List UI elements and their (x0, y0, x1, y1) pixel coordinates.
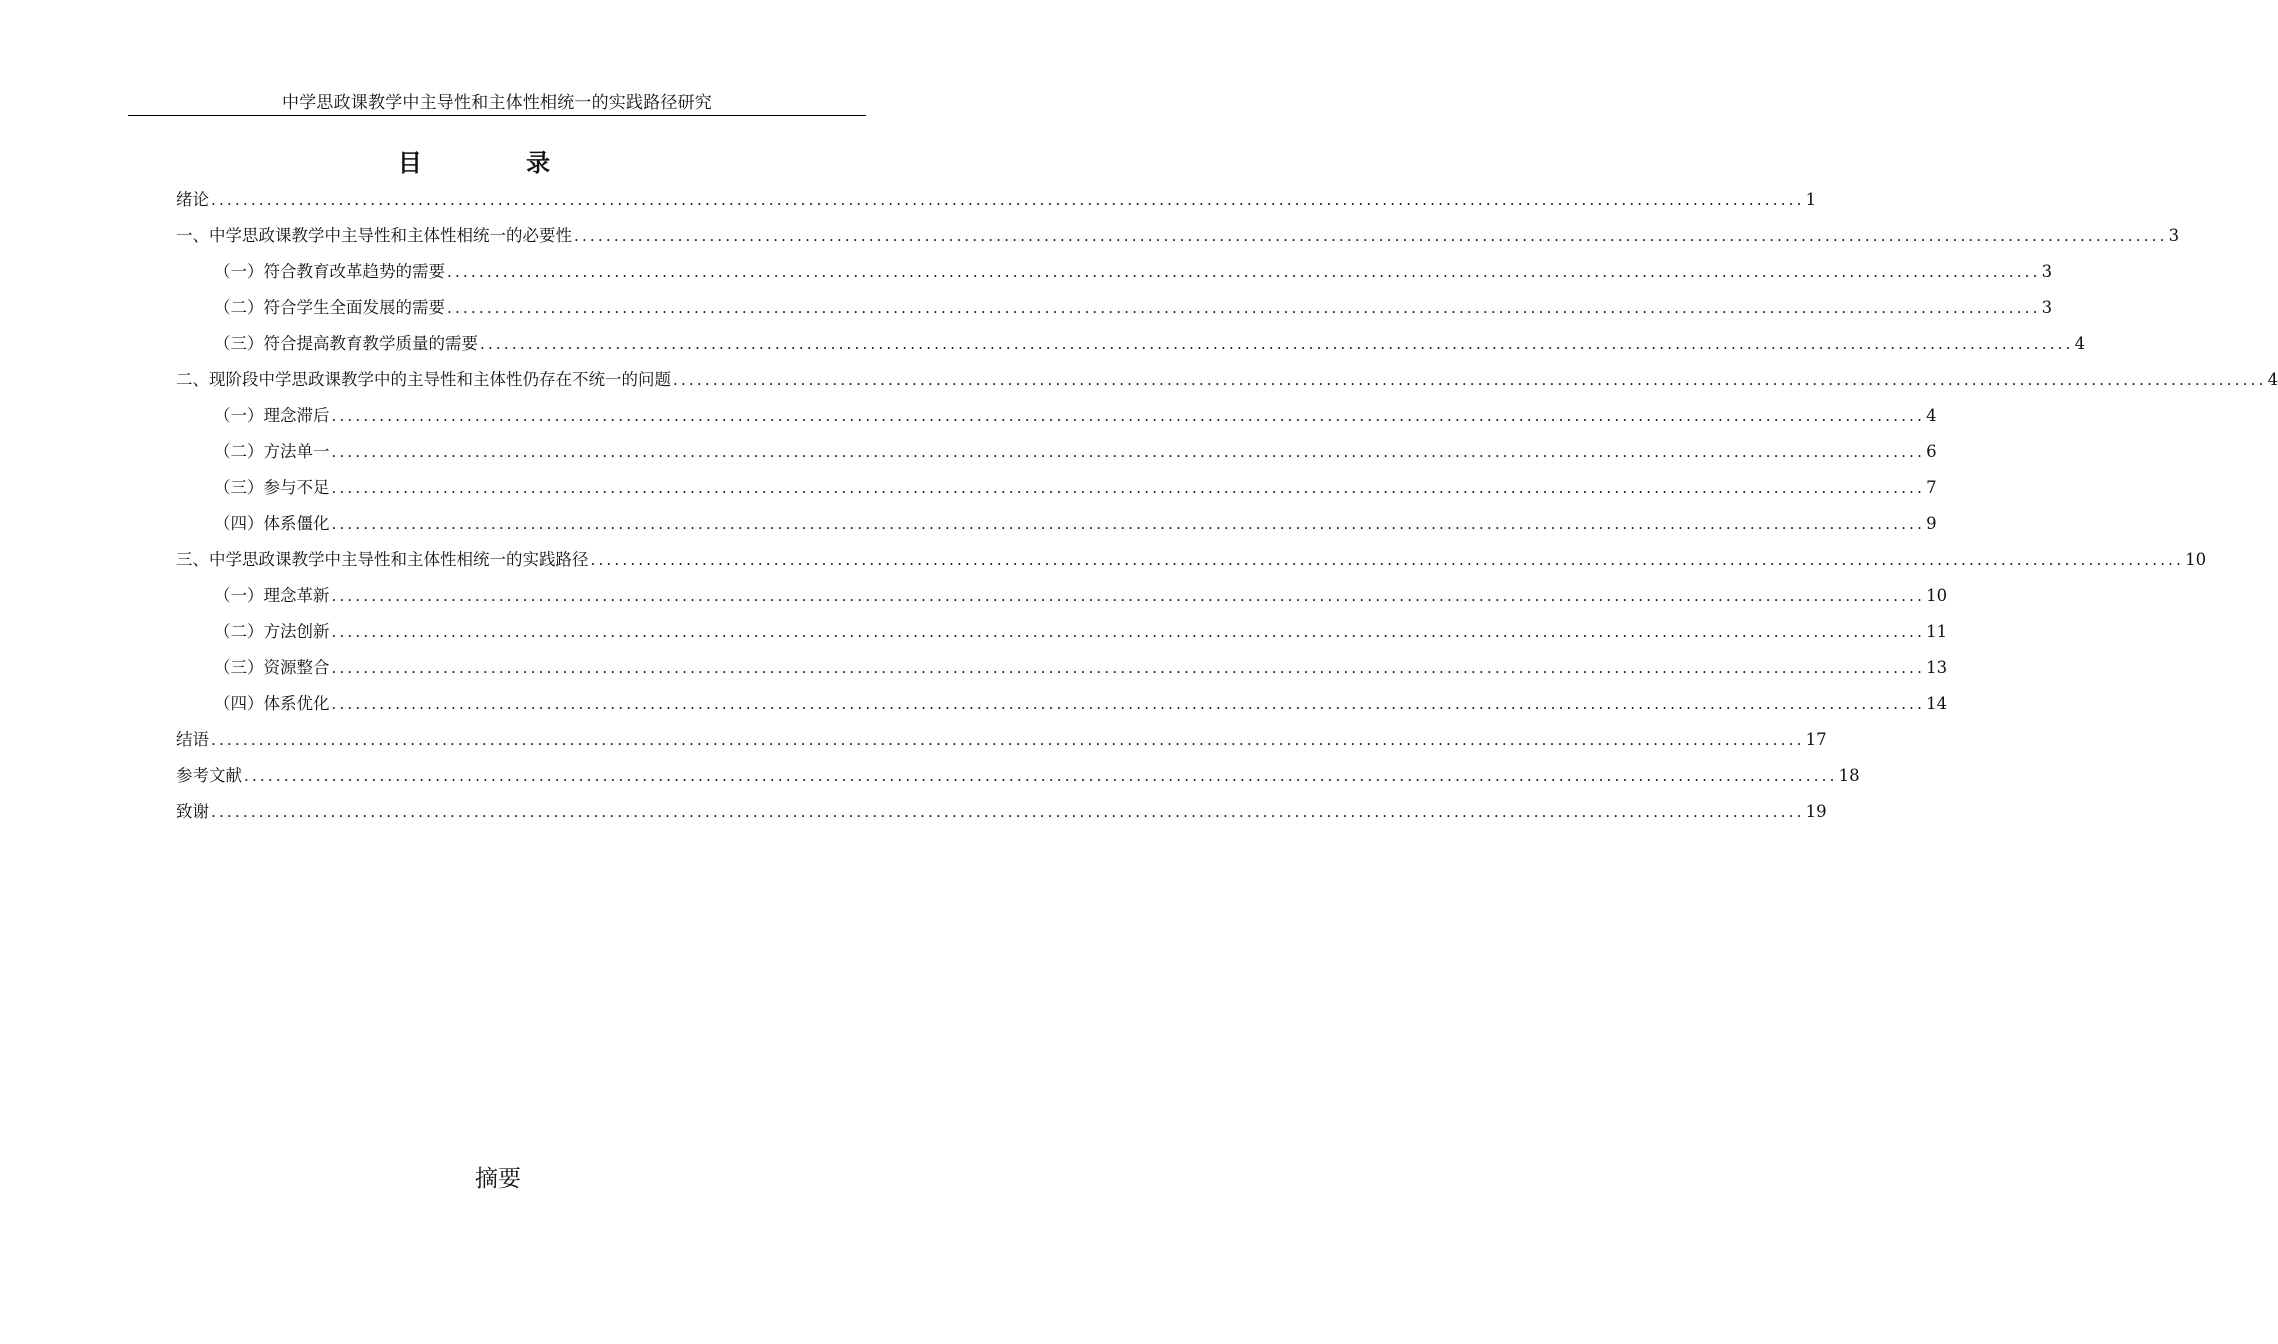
toc-dot-leader: ........................................................................................................................................................................................................ (331, 515, 1926, 533)
toc-dot-leader: ........................................................................................................................................................................................................ (244, 767, 1838, 785)
toc-entry[interactable] (176, 470, 1937, 506)
toc-dot-leader: ........................................................................................................................................................................................................ (480, 335, 2074, 353)
toc-entry[interactable] (176, 290, 2053, 326)
toc-entry[interactable] (176, 686, 1948, 722)
toc-entry[interactable] (176, 542, 2207, 578)
toc-entry-text: （四）体系僵化 (214, 514, 330, 533)
toc-entry-text: 绪论 (176, 190, 209, 209)
toc-entry-text: 参考文献 (176, 766, 242, 785)
toc-entry[interactable] (176, 506, 1937, 542)
toc-page-number: 18 (1838, 766, 1860, 785)
toc-page-number: 10 (1926, 586, 1948, 605)
toc-entry-text: 三、中学思政课教学中主导性和主体性相统一的实践路径 (176, 550, 589, 569)
toc-page-number: 1 (1805, 190, 1817, 209)
toc-entry[interactable] (176, 722, 1827, 758)
toc-entry[interactable] (176, 650, 1948, 686)
toc-page-number: 3 (2041, 262, 2053, 281)
toc-dot-leader: ........................................................................................................................................................................................................ (211, 191, 1805, 209)
toc-dot-leader: ........................................................................................................................................................................................................ (331, 659, 1926, 677)
toc-entry-text: （二）方法单一 (214, 442, 330, 461)
toc-entry[interactable] (176, 218, 2180, 254)
toc-entry[interactable] (176, 326, 2086, 362)
toc-entry-text: （四）体系优化 (214, 694, 330, 713)
toc-dot-leader: ........................................................................................................................................................................................................ (211, 731, 1805, 749)
toc-page-number: 11 (1926, 622, 1948, 641)
toc-entry-text: 二、现阶段中学思政课教学中的主导性和主体性仍存在不统一的问题 (176, 370, 671, 389)
toc-page-number: 4 (1926, 406, 1937, 425)
toc-dot-leader: ........................................................................................................................................................................................................ (331, 587, 1926, 605)
toc-page-number: 6 (1926, 442, 1937, 461)
toc-entry[interactable] (176, 254, 2053, 290)
toc-page-number: 4 (2267, 370, 2278, 389)
toc-page-number: 17 (1805, 730, 1827, 749)
toc-entry-text: （三）资源整合 (214, 658, 330, 677)
toc-entry[interactable] (176, 758, 1860, 794)
toc-entry[interactable] (176, 182, 1817, 218)
toc-dot-leader: ........................................................................................................................................................................................................ (447, 263, 2041, 281)
toc-dot-leader: ........................................................................................................................................................................................................ (331, 623, 1926, 641)
table-of-contents (176, 182, 2278, 830)
toc-entry-text: （三）参与不足 (214, 478, 330, 497)
toc-entry[interactable] (176, 578, 1948, 614)
toc-dot-leader: ........................................................................................................................................................................................................ (447, 299, 2041, 317)
toc-entry[interactable] (176, 614, 1948, 650)
toc-entry[interactable] (176, 434, 1937, 470)
toc-dot-leader: ........................................................................................................................................................................................................ (331, 443, 1926, 461)
toc-page-number: 3 (2168, 226, 2180, 245)
toc-title: 目 录 (397, 149, 599, 177)
toc-page-number: 19 (1805, 802, 1827, 821)
toc-page-number: 3 (2041, 298, 2053, 317)
toc-dot-leader: ........................................................................................................................................................................................................ (331, 407, 1926, 425)
toc-dot-leader: ........................................................................................................................................................................................................ (331, 479, 1926, 497)
toc-entry-text: （二）符合学生全面发展的需要 (214, 298, 445, 317)
toc-entry-text: （三）符合提高教育教学质量的需要 (214, 334, 478, 353)
toc-page-number: 7 (1926, 478, 1937, 497)
toc-entry-text: （一）理念滞后 (214, 406, 330, 425)
toc-entry[interactable] (176, 794, 1827, 830)
abstract-title: 摘要 (475, 1166, 521, 1192)
toc-entry-text: （一）符合教育改革趋势的需要 (214, 262, 445, 281)
toc-page-number: 9 (1926, 514, 1937, 533)
toc-entry-text: 一、中学思政课教学中主导性和主体性相统一的必要性 (176, 226, 572, 245)
toc-entry[interactable] (176, 362, 2278, 398)
header-rule (128, 115, 866, 116)
toc-entry-text: 结语 (176, 730, 209, 749)
toc-page-number: 4 (2074, 334, 2086, 353)
running-header: 中学思政课教学中主导性和主体性相统一的实践路径研究 (282, 93, 712, 113)
toc-page-number: 10 (2185, 550, 2207, 569)
toc-page-number: 13 (1926, 658, 1948, 677)
toc-dot-leader: ........................................................................................................................................................................................................ (590, 551, 2185, 569)
toc-entry-text: （二）方法创新 (214, 622, 330, 641)
toc-dot-leader: ........................................................................................................................................................................................................ (211, 803, 1805, 821)
toc-entry-text: （一）理念革新 (214, 586, 330, 605)
toc-page-number: 14 (1926, 694, 1948, 713)
toc-dot-leader: ........................................................................................................................................................................................................ (673, 371, 2267, 389)
toc-entry[interactable] (176, 398, 1937, 434)
toc-dot-leader: ........................................................................................................................................................................................................ (574, 227, 2168, 245)
toc-dot-leader: ........................................................................................................................................................................................................ (331, 695, 1926, 713)
toc-entry-text: 致谢 (176, 802, 209, 821)
